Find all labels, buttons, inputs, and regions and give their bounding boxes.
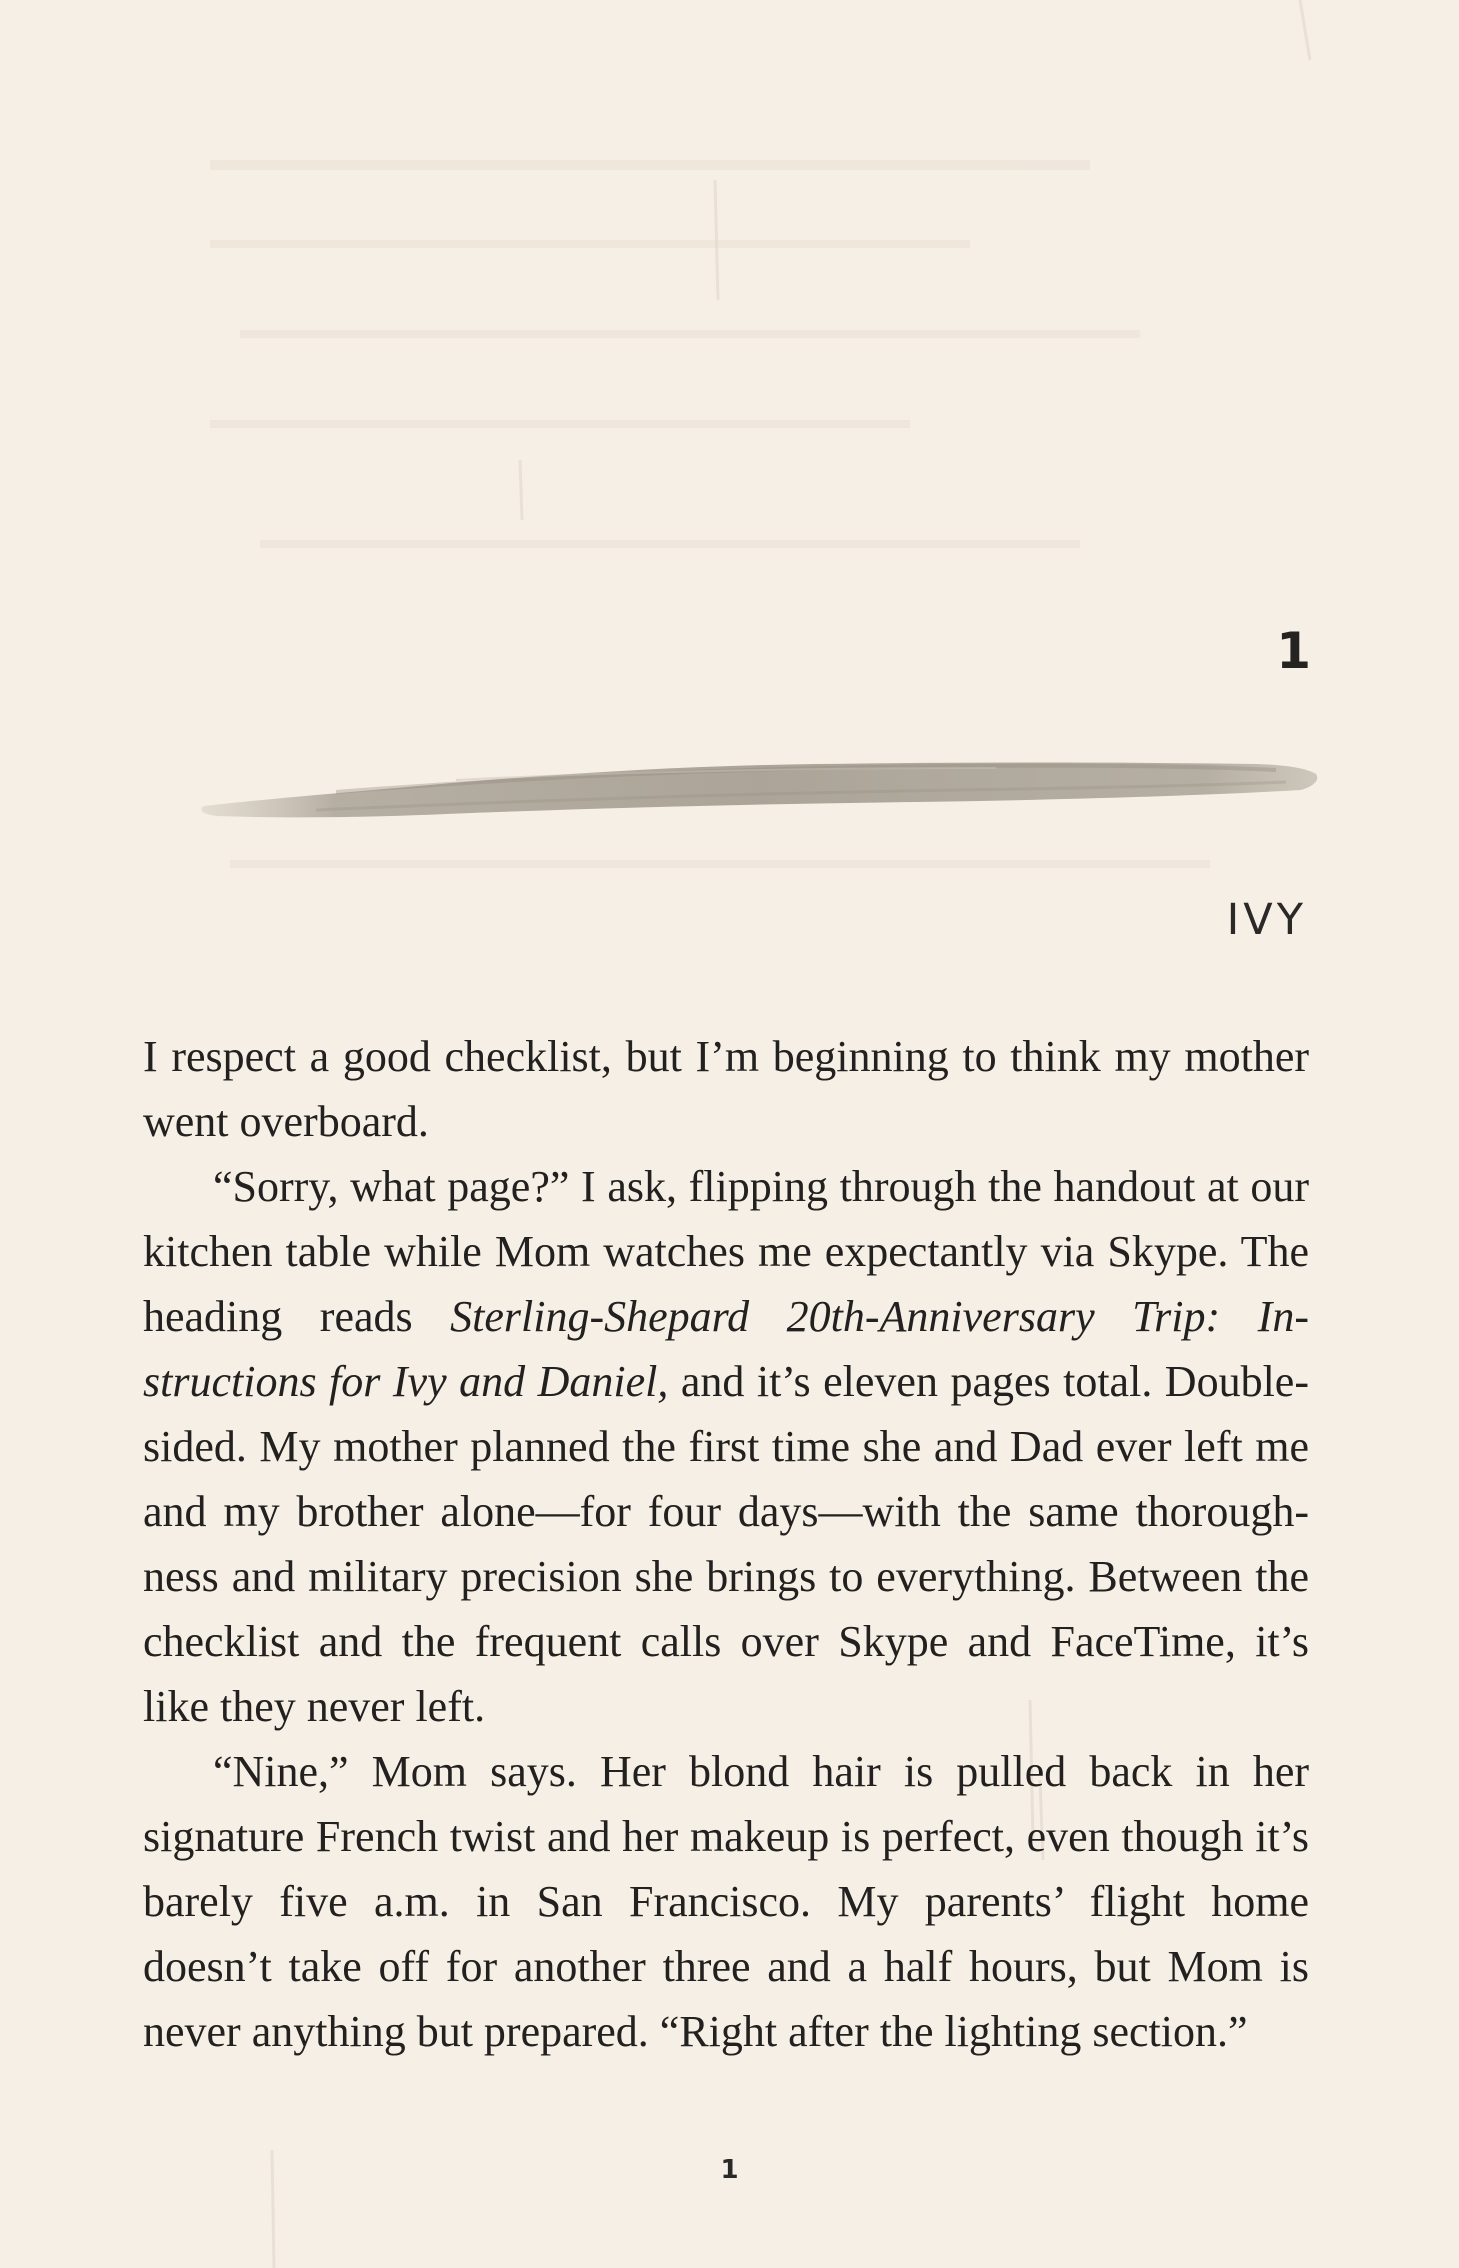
paragraph: I respect a good checklist, but I’m beginning to think my mother went overboard. bbox=[143, 1032, 1309, 1146]
paragraph: “Nine,” Mom says. Her blond hair is pulled back in her signature French twist and her makeup is perfect, even though it’s barely five a.m. in San Francisco. My parents’ flight home doesn’t take off for another three and a half hours, but Mom is never anything but prepared. “Right after the lighting section.” bbox=[143, 1747, 1309, 2056]
paragraph-text: “Sorry, what page?” I ask, flipping through the handout at our kitchen table while Mom watches me expectantly via Skype. The heading reads bbox=[143, 1162, 1309, 1341]
italic-document-title: Sterling-Shepard 20th-Anniversary Trip: Instructions for Ivy and Daniel, bbox=[143, 1292, 1309, 1406]
paragraph bbox=[143, 1154, 1309, 1739]
brush-stroke-divider bbox=[196, 722, 1326, 842]
page-number: 1 bbox=[720, 2155, 739, 2185]
body-text bbox=[143, 1024, 1309, 2064]
chapter-title: IVY bbox=[1226, 895, 1307, 945]
paragraph-text: and it’s eleven pages total. Double-sided. My mother planned the first time she and Dad ever left me and my brother alone—for four days—with the same thoroughness and military precision she brings to everything. Between the checklist and the frequent calls over Skype and FaceTime, it’s like they never left. bbox=[143, 1357, 1309, 1731]
chapter-number: 1 bbox=[1276, 622, 1311, 680]
